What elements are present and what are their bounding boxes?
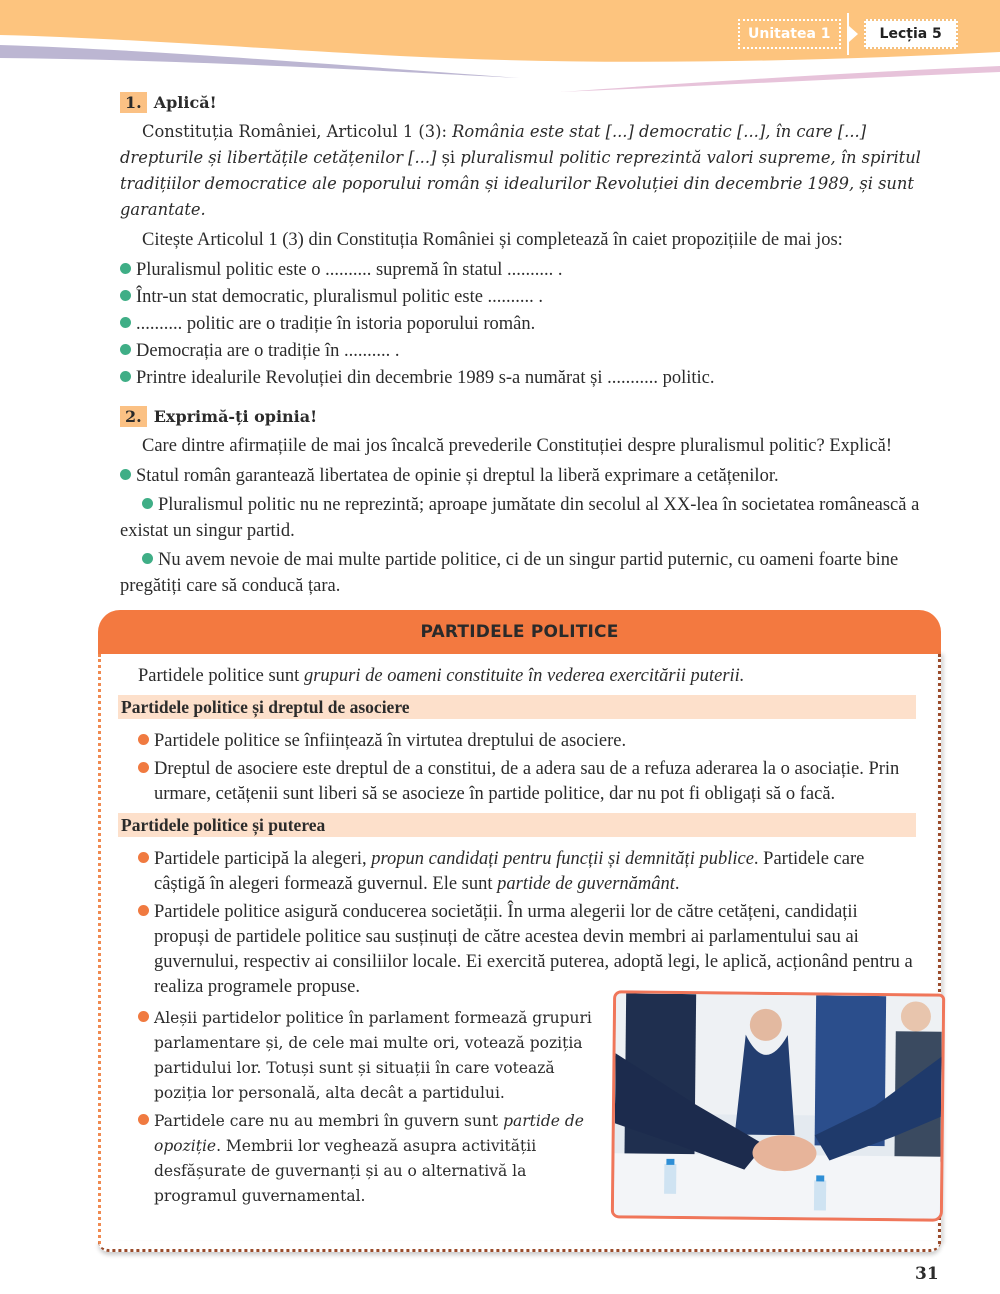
info-box-title: PARTIDELE POLITICE xyxy=(420,622,619,642)
quote-italic: România este stat [...] democratic [...], în care [...] drepturile și libertățile cetățenilor [...] xyxy=(120,122,867,167)
lesson-badge: Lecția 5 xyxy=(864,19,958,49)
list-item-text: Pluralismul politic nu ne reprezintă; aproape jumătate din secolul al XX-lea în societatea românească a existat un singur partid. xyxy=(120,495,920,541)
quote-normal: și xyxy=(441,148,461,167)
exercise-1-heading xyxy=(120,92,942,113)
list-item-text: Statul român garantează libertatea de opinie și dreptul la liberă exprimare a cetățenilor. xyxy=(120,466,779,486)
exercise-title: Aplică! xyxy=(153,93,217,112)
definition-italic: grupuri de oameni constituite în vederea exercitării puterii. xyxy=(303,666,745,686)
puterea-list xyxy=(138,847,917,1000)
arrow-right-icon xyxy=(849,26,858,42)
list-item xyxy=(120,547,942,599)
text: Partidele participă la alegeri, xyxy=(154,849,372,869)
list-item: .......... politic are o tradiție în istoria poporului român. xyxy=(120,311,942,338)
list-item: Pluralismul politic este o .......... supremă în statul .......... . xyxy=(120,257,942,284)
exercises xyxy=(120,92,942,602)
list-item xyxy=(138,847,917,897)
list-item: Dreptul de asociere este dreptul de a constitui, de a adera sau de a refuza aderarea la o asociație. Prin urmare, cetățenii sunt liberi să se asocieze în partide politice, dar nu pot fi obligați să o facă. xyxy=(138,757,917,807)
list-item xyxy=(138,1109,598,1209)
quote-italic: pluralismul politic reprezintă valori supreme, în spiritul tradițiilor democratice ale poporului român și idealurilor Revoluției din decembrie 1989, și sunt garantate. xyxy=(120,148,921,219)
list-item: Democrația are o tradiție în .......... . xyxy=(120,338,942,365)
text-italic: partide de opoziție xyxy=(154,1112,584,1155)
exercise-1-instruction: Citește Articolul 1 (3) din Constituția României și completează în caiet propozițiile de mai jos: xyxy=(142,230,843,250)
exercise-number: 1. xyxy=(120,92,147,113)
exercise-1-list xyxy=(120,257,942,392)
page-number: 31 xyxy=(915,1264,939,1284)
definition-lead: Partidele politice sunt xyxy=(138,666,304,686)
list-item xyxy=(120,463,942,489)
text-italic: propun candidați pentru funcții și demnități publice xyxy=(371,849,754,869)
handshake-photo xyxy=(611,990,945,1221)
text: . Partidele care câștigă în alegeri formează guvernul. Ele sunt xyxy=(154,849,865,894)
lesson-breadcrumb xyxy=(738,13,958,55)
exercise-title: Exprimă-ți opinia! xyxy=(153,407,318,426)
list-item: Într-un stat democratic, pluralismul politic este .......... . xyxy=(120,284,942,311)
list-item: Printre idealurile Revoluției din decembrie 1989 s-a numărat și ........... politic. xyxy=(120,365,942,392)
subheading-asociere: Partidele politice și dreptul de asociere xyxy=(118,695,916,719)
lower-row xyxy=(118,1006,917,1220)
constitution-quote xyxy=(120,119,942,223)
text: . xyxy=(674,874,680,894)
info-box-partidele-politice xyxy=(98,610,941,1252)
list-item xyxy=(120,492,942,544)
list-item: Partidele politice asigură conducerea societății. În urma alegerii lor de către cetățeni, candidații propuși de partidele politice sau susținuți de către acestea devin membri ai parlamentului sau ai guvernului, respectiv ai consiliilor locale. Ei exercită puterea, adoptă legi, le aplică, acționând pentru a realiza programele propuse. xyxy=(138,900,917,1000)
text: . Membrii lor veghează asupra activității desfășurate de guvernanți și au o alternativă la programul guvernamental. xyxy=(154,1137,537,1205)
info-box-body xyxy=(98,654,941,1220)
list-item: Partidele politice se înființează în virtutea dreptului de asociere. xyxy=(138,729,917,754)
exercise-2-heading xyxy=(120,406,942,427)
puterea-list-continued xyxy=(138,1006,598,1212)
list-item: Aleșii partidelor politice în parlament formează grupuri parlamentare și, de cele mai multe ori, votează poziția partidului lor. Totuși sunt și situații în care votează poziția lor personală, alta decât a partidului. xyxy=(138,1006,598,1106)
exercise-number: 2. xyxy=(120,406,147,427)
handshake-illustration xyxy=(614,993,942,1218)
definition xyxy=(138,664,917,689)
unit-badge: Unitatea 1 xyxy=(738,19,841,49)
asociere-list xyxy=(138,729,917,807)
exercise-2-instruction: Care dintre afirmațiile de mai jos încalcă prevederile Constituției despre pluralismul politic? Explică! xyxy=(142,436,893,456)
info-box-header xyxy=(98,610,941,654)
list-item-text: Nu avem nevoie de mai multe partide politice, ci de un singur partid puternic, cu oameni foarte bine pregătiți care să conducă țara. xyxy=(120,550,899,596)
quote-lead: Constituția României, Articolul 1 (3): xyxy=(142,122,453,141)
subheading-puterea: Partidele politice și puterea xyxy=(118,813,916,837)
box-border xyxy=(98,1241,941,1252)
text-italic: partide de guvernământ xyxy=(497,874,675,894)
text: Partidele care nu au membri în guvern sunt xyxy=(154,1112,504,1130)
